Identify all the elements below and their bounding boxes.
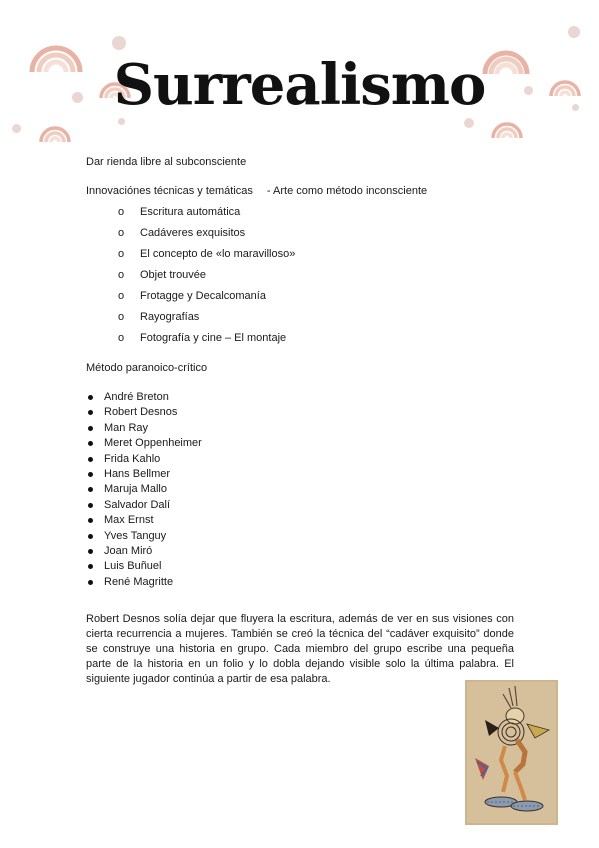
decorative-dot [12,124,21,133]
innovations-list [118,205,295,352]
list-item [118,226,295,247]
list-item-text: Rayografías [140,311,200,323]
list-item-text: Cadáveres exquisitos [140,227,246,239]
decorative-dot [568,26,580,38]
list-marker: o [118,290,125,302]
innovations-aside-text: - Arte como método inconsciente [266,185,428,197]
method-text: Método paranoico-crítico [86,362,208,374]
artist-name: Meret Oppenheimer [104,437,202,450]
list-item [86,467,202,482]
list-item-text: Escritura automática [140,206,241,218]
decorative-dot [112,36,126,50]
page-title: Surrealismo [113,52,486,118]
list-marker: o [118,206,125,218]
list-item [86,421,202,436]
bullet-icon [88,503,93,508]
bullet-icon [88,395,93,400]
artist-name: René Magritte [104,575,174,588]
innovations-heading [86,184,427,198]
list-item [86,405,202,420]
bullet-icon [88,410,93,415]
artist-name: Luis Buñuel [104,560,162,573]
list-item [86,559,202,574]
decorative-dot [464,118,474,128]
list-item [86,390,202,405]
list-item [86,575,202,590]
surrealist-drawing-image [465,680,558,825]
artist-name: Max Ernst [104,514,154,527]
artist-name: Maruja Mallo [104,483,167,496]
list-marker: o [118,248,125,260]
innovations-heading-text: Innovaciónes técnicas y temáticas [86,185,253,197]
list-item [118,310,295,331]
bullet-icon [88,441,93,446]
bullet-icon [88,518,93,523]
bullet-icon [88,580,93,585]
artist-name: Yves Tanguy [104,529,167,542]
artist-name: Hans Bellmer [104,467,171,480]
list-marker: o [118,269,125,281]
bullet-icon [88,457,93,462]
list-item-text: Frotagge y Decalcomanía [140,290,266,302]
artist-name: Salvador Dalí [104,498,171,511]
artists-list [86,390,202,590]
list-item-text: El concepto de «lo maravilloso» [140,248,296,260]
bullet-icon [88,564,93,569]
list-item [86,544,202,559]
desnos-paragraph: Robert Desnos solía dejar que fluyera la escritura, además de ver en sus visiones con cierta recurrencia a mujeres. También se creó la técnica del “cadáver exquisito” donde se construye una historia en grupo. Cada miembro del grupo escribe una pequeña parte de la historia en un folio y lo dobla dejando visible solo la última palabra. El siguiente jugador continúa a partir de esa palabra. [86,613,514,685]
list-item [86,498,202,513]
list-item [86,452,202,467]
bullet-icon [88,426,93,431]
list-marker: o [118,311,125,323]
list-item [86,482,202,497]
artist-name: Robert Desnos [104,406,178,419]
artist-name: Man Ray [104,421,149,434]
list-marker: o [118,227,125,239]
list-item [86,436,202,451]
intro-text: Dar rienda libre al subconsciente [86,156,247,168]
list-item [118,289,295,310]
list-marker: o [118,332,125,344]
list-item [118,205,295,226]
list-item [118,247,295,268]
artist-name: André Breton [104,391,169,403]
bullet-icon [88,534,93,539]
bullet-icon [88,549,93,554]
list-item-text: Fotografía y cine – El montaje [140,332,287,344]
list-item [86,529,202,544]
decorative-dot [118,118,125,125]
bullet-icon [88,487,93,492]
artist-name: Joan Miró [104,544,153,557]
list-item [118,331,295,352]
bullet-icon [88,472,93,477]
list-item [86,513,202,528]
list-item [118,268,295,289]
list-item-text: Objet trouvée [140,269,207,281]
artist-name: Frida Kahlo [104,452,161,465]
